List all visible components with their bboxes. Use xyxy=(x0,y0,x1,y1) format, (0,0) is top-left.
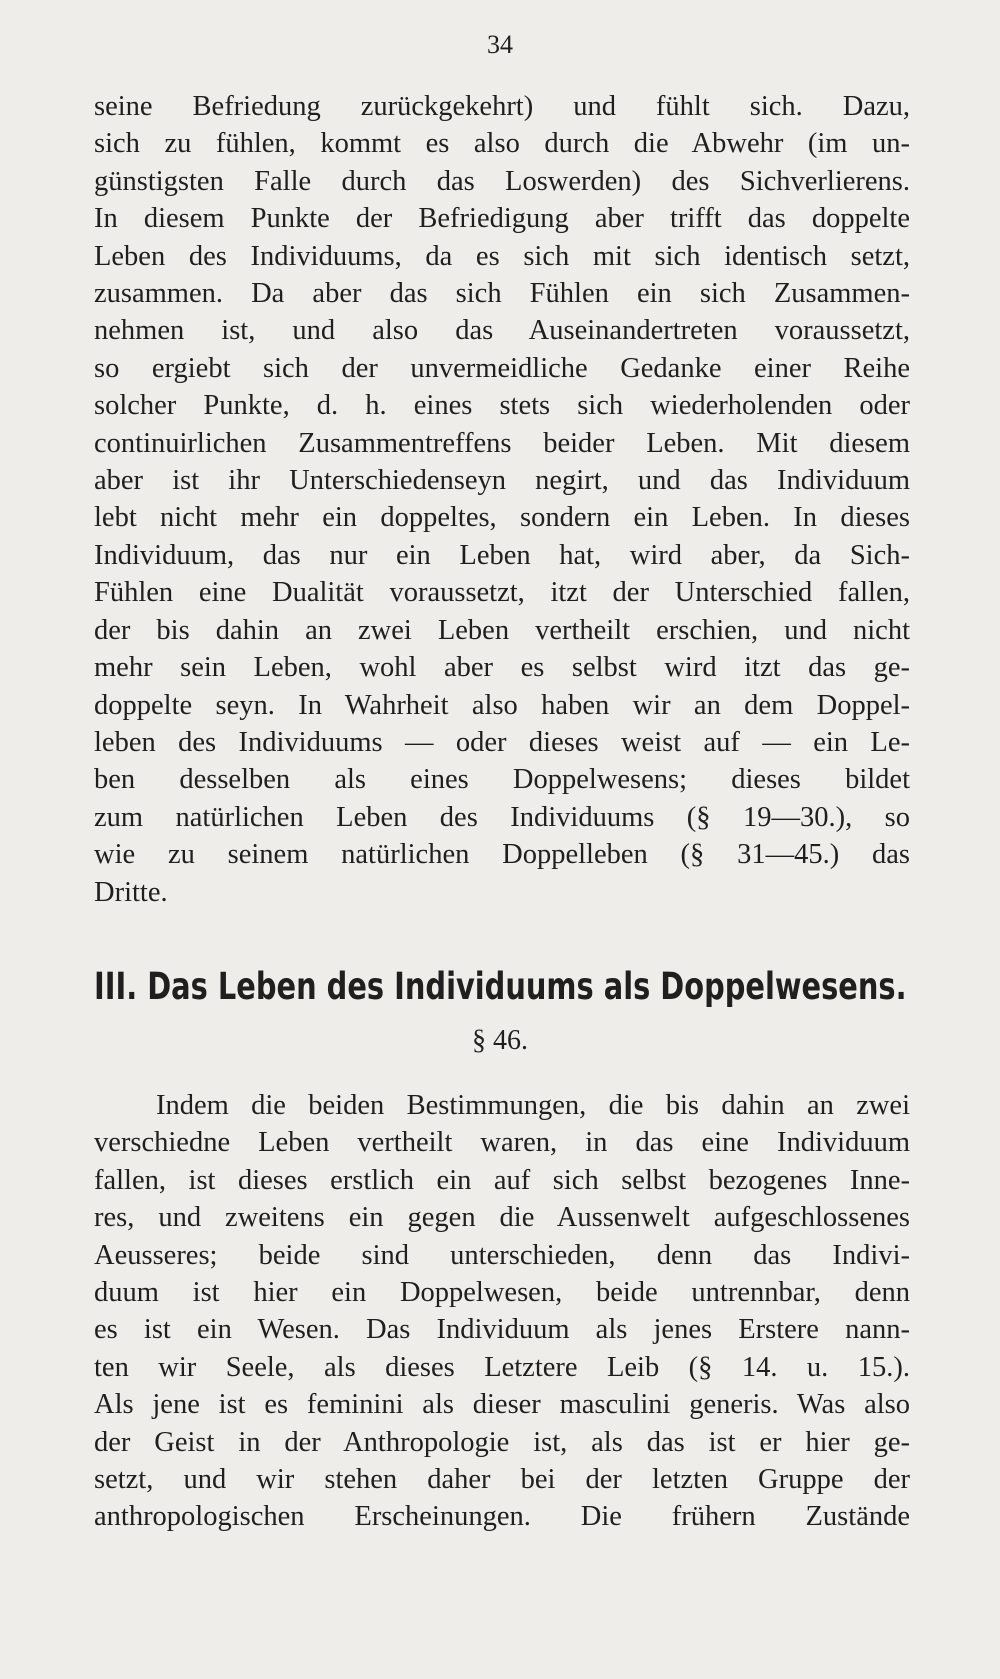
text-line: der bis dahin an zwei Leben vertheilt erschien, und nicht xyxy=(94,614,910,646)
text-line: verschiedne Leben vertheilt waren, in das eine Individuum xyxy=(94,1127,910,1159)
text-line: so ergiebt sich der unvermeidliche Gedanke einer Reihe xyxy=(94,352,910,384)
text-line: Fühlen eine Dualität voraussetzt, itzt der Unterschied fallen, xyxy=(94,577,910,609)
text-line: seine Befriedung zurückgekehrt) und fühlt sich. Dazu, xyxy=(94,91,910,122)
text-line: solcher Punkte, d. h. eines stets sich wiederholenden oder xyxy=(94,390,910,422)
text-line: mehr sein Leben, wohl aber es selbst wird itzt das ge- xyxy=(94,652,910,684)
text-line: günstigsten Falle durch das Loswerden) des Sichverlierens. xyxy=(94,165,910,197)
text-line: zusammen. Da aber das sich Fühlen ein sich Zusammen- xyxy=(94,278,910,310)
text-line: fallen, ist dieses erstlich ein auf sich selbst bezogenes Inne- xyxy=(94,1164,910,1196)
text-line: anthropologischen Erscheinungen. Die frühern Zustände xyxy=(94,1501,910,1533)
text-line: sich zu fühlen, kommt es also durch die Abwehr (im un- xyxy=(94,128,910,160)
paragraph-section-46 xyxy=(94,1087,910,1536)
text-line: continuirlichen Zusammentreffens beider Leben. Mit diesem xyxy=(94,427,910,459)
text-line: wie zu seinem natürlichen Doppelleben (§ 31—45.) das xyxy=(94,839,910,871)
text-line: leben des Individuums — oder dieses weist auf — ein Le- xyxy=(94,726,910,758)
text-line: Indem die beiden Bestimmungen, die bis dahin an zwei xyxy=(156,1090,910,1121)
text-line: der Geist in der Anthropologie ist, als das ist er hier ge- xyxy=(94,1426,910,1458)
text-line: aber ist ihr Unterschiedenseyn negirt, und das Individuum xyxy=(94,465,910,497)
paragraph-continued xyxy=(94,88,910,911)
text-line: zum natürlichen Leben des Individuums (§ 19—30.), so xyxy=(94,801,910,833)
text-line: In diesem Punkte der Befriedigung aber trifft das doppelte xyxy=(94,203,910,235)
text-line: Leben des Individuums, da es sich mit sich identisch setzt, xyxy=(94,240,910,272)
text-line: ben desselben als eines Doppelwesens; dieses bildet xyxy=(94,764,910,796)
text-line: Aeusseres; beide sind unterschieden, denn das Indivi- xyxy=(94,1239,910,1271)
text-line: es ist ein Wesen. Das Individuum als jenes Erstere nann- xyxy=(94,1314,910,1346)
text-line: lebt nicht mehr ein doppeltes, sondern ein Leben. In dieses xyxy=(94,502,910,534)
text-line: Als jene ist es feminini als dieser masculini generis. Was also xyxy=(94,1389,910,1421)
text-line: nehmen ist, und also das Auseinandertreten voraussetzt, xyxy=(94,315,910,347)
section-number: § 46. xyxy=(472,1025,528,1056)
text-line: doppelte seyn. In Wahrheit also haben wir an dem Doppel- xyxy=(94,689,910,721)
text-line: ten wir Seele, als dieses Letztere Leib (§ 14. u. 15.). xyxy=(94,1351,910,1383)
text-line: Individuum, das nur ein Leben hat, wird aber, da Sich- xyxy=(94,539,910,571)
text-line: duum ist hier ein Doppelwesen, beide untrennbar, denn xyxy=(94,1277,910,1309)
text-line: Dritte. xyxy=(94,876,168,908)
page-number: 34 xyxy=(487,30,513,59)
chapter-heading: III. Das Leben des Individuums als Doppelwesens. xyxy=(94,965,907,1008)
text-line: setzt, und wir stehen daher bei der letzten Gruppe der xyxy=(94,1464,910,1496)
text-line: res, und zweitens ein gegen die Aussenwelt aufgeschlossenes xyxy=(94,1202,910,1234)
